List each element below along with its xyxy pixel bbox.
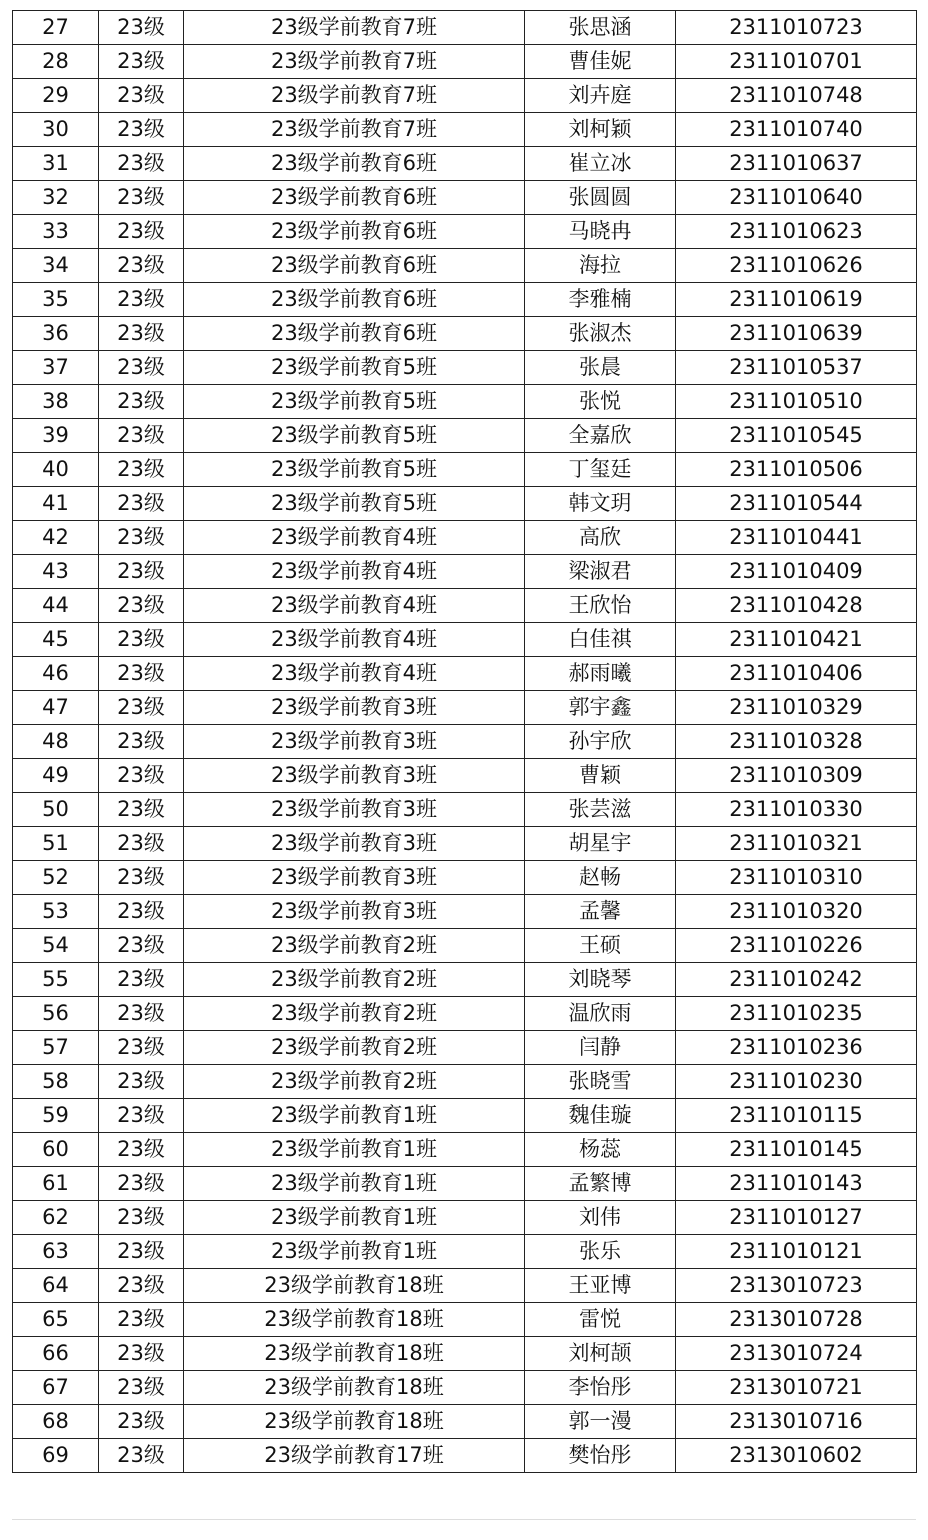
table-row <box>13 419 917 453</box>
student-name-cell: 王亚博 <box>525 1269 676 1303</box>
table-row <box>13 895 917 929</box>
row-number-cell: 42 <box>13 521 99 555</box>
row-number-cell: 69 <box>13 1439 99 1473</box>
class-cell: 23级学前教育1班 <box>184 1133 525 1167</box>
student-name-cell: 郭宇鑫 <box>525 691 676 725</box>
table-row <box>13 249 917 283</box>
student-name-cell: 孟馨 <box>525 895 676 929</box>
student-name-cell: 刘柯颉 <box>525 1337 676 1371</box>
row-number-cell: 53 <box>13 895 99 929</box>
class-cell: 23级学前教育3班 <box>184 827 525 861</box>
row-number-cell: 56 <box>13 997 99 1031</box>
student-id-cell: 2311010230 <box>676 1065 917 1099</box>
student-id-cell: 2311010545 <box>676 419 917 453</box>
class-cell: 23级学前教育6班 <box>184 181 525 215</box>
table-row <box>13 929 917 963</box>
grade-cell: 23级 <box>99 283 184 317</box>
class-cell: 23级学前教育1班 <box>184 1099 525 1133</box>
student-name-cell: 温欣雨 <box>525 997 676 1031</box>
student-id-cell: 2311010330 <box>676 793 917 827</box>
table-row <box>13 555 917 589</box>
table-row <box>13 385 917 419</box>
grade-cell: 23级 <box>99 1439 184 1473</box>
table-row <box>13 1065 917 1099</box>
grade-cell: 23级 <box>99 555 184 589</box>
grade-cell: 23级 <box>99 147 184 181</box>
grade-cell: 23级 <box>99 113 184 147</box>
class-cell: 23级学前教育3班 <box>184 725 525 759</box>
student-id-cell: 2311010740 <box>676 113 917 147</box>
student-id-cell: 2311010143 <box>676 1167 917 1201</box>
table-row <box>13 1235 917 1269</box>
student-id-cell: 2311010537 <box>676 351 917 385</box>
class-cell: 23级学前教育4班 <box>184 555 525 589</box>
row-number-cell: 44 <box>13 589 99 623</box>
class-cell: 23级学前教育3班 <box>184 793 525 827</box>
class-cell: 23级学前教育18班 <box>184 1405 525 1439</box>
class-cell: 23级学前教育6班 <box>184 283 525 317</box>
student-name-cell: 王硕 <box>525 929 676 963</box>
class-cell: 23级学前教育7班 <box>184 113 525 147</box>
table-row <box>13 317 917 351</box>
student-id-cell: 2311010145 <box>676 1133 917 1167</box>
student-name-cell: 韩文玥 <box>525 487 676 521</box>
grade-cell: 23级 <box>99 249 184 283</box>
student-id-cell: 2311010544 <box>676 487 917 521</box>
grade-cell: 23级 <box>99 487 184 521</box>
student-name-cell: 闫静 <box>525 1031 676 1065</box>
student-name-cell: 曹佳妮 <box>525 45 676 79</box>
table-row <box>13 827 917 861</box>
student-id-cell: 2313010721 <box>676 1371 917 1405</box>
student-id-cell: 2313010602 <box>676 1439 917 1473</box>
student-id-cell: 2311010640 <box>676 181 917 215</box>
student-id-cell: 2311010235 <box>676 997 917 1031</box>
grade-cell: 23级 <box>99 1303 184 1337</box>
class-cell: 23级学前教育6班 <box>184 249 525 283</box>
row-number-cell: 52 <box>13 861 99 895</box>
grade-cell: 23级 <box>99 1269 184 1303</box>
student-name-cell: 张芸滋 <box>525 793 676 827</box>
student-id-cell: 2311010637 <box>676 147 917 181</box>
grade-cell: 23级 <box>99 657 184 691</box>
row-number-cell: 39 <box>13 419 99 453</box>
row-number-cell: 40 <box>13 453 99 487</box>
student-name-cell: 魏佳璇 <box>525 1099 676 1133</box>
table-row <box>13 793 917 827</box>
student-id-cell: 2311010328 <box>676 725 917 759</box>
student-name-cell: 张圆圆 <box>525 181 676 215</box>
table-row <box>13 1371 917 1405</box>
grade-cell: 23级 <box>99 1405 184 1439</box>
class-cell: 23级学前教育7班 <box>184 79 525 113</box>
row-number-cell: 58 <box>13 1065 99 1099</box>
row-number-cell: 45 <box>13 623 99 657</box>
table-row <box>13 147 917 181</box>
row-number-cell: 65 <box>13 1303 99 1337</box>
row-number-cell: 37 <box>13 351 99 385</box>
row-number-cell: 30 <box>13 113 99 147</box>
row-number-cell: 61 <box>13 1167 99 1201</box>
grade-cell: 23级 <box>99 1133 184 1167</box>
student-id-cell: 2311010748 <box>676 79 917 113</box>
grade-cell: 23级 <box>99 589 184 623</box>
student-name-cell: 马晓冉 <box>525 215 676 249</box>
grade-cell: 23级 <box>99 419 184 453</box>
row-number-cell: 64 <box>13 1269 99 1303</box>
student-id-cell: 2311010409 <box>676 555 917 589</box>
student-name-cell: 孟繁博 <box>525 1167 676 1201</box>
class-cell: 23级学前教育2班 <box>184 997 525 1031</box>
grade-cell: 23级 <box>99 861 184 895</box>
student-id-cell: 2313010724 <box>676 1337 917 1371</box>
row-number-cell: 32 <box>13 181 99 215</box>
class-cell: 23级学前教育5班 <box>184 419 525 453</box>
student-id-cell: 2311010127 <box>676 1201 917 1235</box>
student-name-cell: 丁玺廷 <box>525 453 676 487</box>
student-name-cell: 海拉 <box>525 249 676 283</box>
student-name-cell: 李怡彤 <box>525 1371 676 1405</box>
student-name-cell: 李雅楠 <box>525 283 676 317</box>
class-cell: 23级学前教育5班 <box>184 385 525 419</box>
table-row <box>13 1099 917 1133</box>
class-cell: 23级学前教育4班 <box>184 657 525 691</box>
student-id-cell: 2311010421 <box>676 623 917 657</box>
grade-cell: 23级 <box>99 929 184 963</box>
row-number-cell: 46 <box>13 657 99 691</box>
student-name-cell: 赵畅 <box>525 861 676 895</box>
student-name-cell: 崔立冰 <box>525 147 676 181</box>
class-cell: 23级学前教育7班 <box>184 11 525 45</box>
class-cell: 23级学前教育17班 <box>184 1439 525 1473</box>
student-name-cell: 张思涵 <box>525 11 676 45</box>
row-number-cell: 47 <box>13 691 99 725</box>
table-row <box>13 283 917 317</box>
table-row <box>13 181 917 215</box>
student-id-cell: 2311010242 <box>676 963 917 997</box>
grade-cell: 23级 <box>99 521 184 555</box>
student-id-cell: 2311010506 <box>676 453 917 487</box>
table-row <box>13 79 917 113</box>
table-row <box>13 725 917 759</box>
class-cell: 23级学前教育3班 <box>184 861 525 895</box>
student-id-cell: 2311010639 <box>676 317 917 351</box>
class-cell: 23级学前教育18班 <box>184 1303 525 1337</box>
class-cell: 23级学前教育3班 <box>184 895 525 929</box>
class-cell: 23级学前教育1班 <box>184 1201 525 1235</box>
student-id-cell: 2311010428 <box>676 589 917 623</box>
grade-cell: 23级 <box>99 385 184 419</box>
row-number-cell: 50 <box>13 793 99 827</box>
grade-cell: 23级 <box>99 1099 184 1133</box>
grade-cell: 23级 <box>99 1235 184 1269</box>
student-id-cell: 2311010626 <box>676 249 917 283</box>
table-row <box>13 623 917 657</box>
row-number-cell: 59 <box>13 1099 99 1133</box>
class-cell: 23级学前教育7班 <box>184 45 525 79</box>
table-row <box>13 759 917 793</box>
table-row <box>13 1031 917 1065</box>
grade-cell: 23级 <box>99 11 184 45</box>
student-name-cell: 胡星宇 <box>525 827 676 861</box>
student-id-cell: 2311010310 <box>676 861 917 895</box>
grade-cell: 23级 <box>99 79 184 113</box>
class-cell: 23级学前教育18班 <box>184 1371 525 1405</box>
grade-cell: 23级 <box>99 1167 184 1201</box>
student-id-cell: 2313010728 <box>676 1303 917 1337</box>
row-number-cell: 57 <box>13 1031 99 1065</box>
student-id-cell: 2311010510 <box>676 385 917 419</box>
row-number-cell: 36 <box>13 317 99 351</box>
row-number-cell: 49 <box>13 759 99 793</box>
row-number-cell: 34 <box>13 249 99 283</box>
table-row <box>13 861 917 895</box>
class-cell: 23级学前教育2班 <box>184 963 525 997</box>
row-number-cell: 27 <box>13 11 99 45</box>
grade-cell: 23级 <box>99 215 184 249</box>
student-name-cell: 张乐 <box>525 1235 676 1269</box>
student-id-cell: 2313010716 <box>676 1405 917 1439</box>
student-name-cell: 杨蕊 <box>525 1133 676 1167</box>
row-number-cell: 33 <box>13 215 99 249</box>
student-name-cell: 张悦 <box>525 385 676 419</box>
student-id-cell: 2311010701 <box>676 45 917 79</box>
grade-cell: 23级 <box>99 1337 184 1371</box>
class-cell: 23级学前教育5班 <box>184 453 525 487</box>
student-id-cell: 2311010329 <box>676 691 917 725</box>
student-id-cell: 2311010441 <box>676 521 917 555</box>
class-cell: 23级学前教育4班 <box>184 623 525 657</box>
row-number-cell: 62 <box>13 1201 99 1235</box>
student-name-cell: 张淑杰 <box>525 317 676 351</box>
student-id-cell: 2311010320 <box>676 895 917 929</box>
grade-cell: 23级 <box>99 181 184 215</box>
student-id-cell: 2311010226 <box>676 929 917 963</box>
table-row <box>13 657 917 691</box>
grade-cell: 23级 <box>99 1031 184 1065</box>
class-cell: 23级学前教育5班 <box>184 351 525 385</box>
grade-cell: 23级 <box>99 453 184 487</box>
student-name-cell: 雷悦 <box>525 1303 676 1337</box>
grade-cell: 23级 <box>99 317 184 351</box>
grade-cell: 23级 <box>99 725 184 759</box>
table-row <box>13 11 917 45</box>
student-name-cell: 白佳祺 <box>525 623 676 657</box>
student-name-cell: 刘晓琴 <box>525 963 676 997</box>
student-id-cell: 2311010321 <box>676 827 917 861</box>
table-row <box>13 45 917 79</box>
student-id-cell: 2311010121 <box>676 1235 917 1269</box>
student-name-cell: 刘伟 <box>525 1201 676 1235</box>
table-row <box>13 453 917 487</box>
table-row <box>13 691 917 725</box>
row-number-cell: 29 <box>13 79 99 113</box>
grade-cell: 23级 <box>99 827 184 861</box>
row-number-cell: 35 <box>13 283 99 317</box>
student-name-cell: 郭一漫 <box>525 1405 676 1439</box>
class-cell: 23级学前教育6班 <box>184 215 525 249</box>
student-id-cell: 2311010623 <box>676 215 917 249</box>
row-number-cell: 48 <box>13 725 99 759</box>
grade-cell: 23级 <box>99 963 184 997</box>
row-number-cell: 67 <box>13 1371 99 1405</box>
table-row <box>13 589 917 623</box>
grade-cell: 23级 <box>99 895 184 929</box>
table-row <box>13 521 917 555</box>
row-number-cell: 41 <box>13 487 99 521</box>
class-cell: 23级学前教育6班 <box>184 147 525 181</box>
grade-cell: 23级 <box>99 1201 184 1235</box>
student-name-cell: 樊怡彤 <box>525 1439 676 1473</box>
student-name-cell: 梁淑君 <box>525 555 676 589</box>
table-row <box>13 1337 917 1371</box>
table-row <box>13 1167 917 1201</box>
table-row <box>13 997 917 1031</box>
class-cell: 23级学前教育4班 <box>184 589 525 623</box>
student-name-cell: 高欣 <box>525 521 676 555</box>
class-cell: 23级学前教育1班 <box>184 1235 525 1269</box>
class-cell: 23级学前教育2班 <box>184 929 525 963</box>
table-row <box>13 215 917 249</box>
student-name-cell: 全嘉欣 <box>525 419 676 453</box>
table-row <box>13 113 917 147</box>
student-name-cell: 刘柯颖 <box>525 113 676 147</box>
grade-cell: 23级 <box>99 691 184 725</box>
student-name-cell: 王欣怡 <box>525 589 676 623</box>
row-number-cell: 66 <box>13 1337 99 1371</box>
page-bottom-divider <box>12 1519 916 1520</box>
table-row <box>13 1269 917 1303</box>
grade-cell: 23级 <box>99 1065 184 1099</box>
student-name-cell: 张晓雪 <box>525 1065 676 1099</box>
class-cell: 23级学前教育3班 <box>184 691 525 725</box>
row-number-cell: 54 <box>13 929 99 963</box>
student-name-cell: 孙宇欣 <box>525 725 676 759</box>
student-name-cell: 曹颖 <box>525 759 676 793</box>
row-number-cell: 60 <box>13 1133 99 1167</box>
row-number-cell: 68 <box>13 1405 99 1439</box>
class-cell: 23级学前教育18班 <box>184 1269 525 1303</box>
student-id-cell: 2313010723 <box>676 1269 917 1303</box>
table-row <box>13 1439 917 1473</box>
student-id-cell: 2311010236 <box>676 1031 917 1065</box>
student-id-cell: 2311010619 <box>676 283 917 317</box>
class-cell: 23级学前教育5班 <box>184 487 525 521</box>
student-list-sheet <box>12 10 916 1473</box>
class-cell: 23级学前教育2班 <box>184 1031 525 1065</box>
student-id-cell: 2311010115 <box>676 1099 917 1133</box>
student-name-cell: 张晨 <box>525 351 676 385</box>
row-number-cell: 51 <box>13 827 99 861</box>
class-cell: 23级学前教育2班 <box>184 1065 525 1099</box>
row-number-cell: 28 <box>13 45 99 79</box>
table-row <box>13 351 917 385</box>
student-name-cell: 郝雨曦 <box>525 657 676 691</box>
student-id-cell: 2311010723 <box>676 11 917 45</box>
student-id-cell: 2311010309 <box>676 759 917 793</box>
table-row <box>13 1303 917 1337</box>
table-row <box>13 963 917 997</box>
class-cell: 23级学前教育18班 <box>184 1337 525 1371</box>
table-row <box>13 487 917 521</box>
student-table <box>12 10 917 1473</box>
grade-cell: 23级 <box>99 1371 184 1405</box>
class-cell: 23级学前教育6班 <box>184 317 525 351</box>
student-table-body <box>13 11 917 1473</box>
grade-cell: 23级 <box>99 997 184 1031</box>
class-cell: 23级学前教育3班 <box>184 759 525 793</box>
grade-cell: 23级 <box>99 793 184 827</box>
grade-cell: 23级 <box>99 351 184 385</box>
row-number-cell: 43 <box>13 555 99 589</box>
student-name-cell: 刘卉庭 <box>525 79 676 113</box>
grade-cell: 23级 <box>99 45 184 79</box>
class-cell: 23级学前教育1班 <box>184 1167 525 1201</box>
row-number-cell: 38 <box>13 385 99 419</box>
table-row <box>13 1201 917 1235</box>
table-row <box>13 1133 917 1167</box>
row-number-cell: 55 <box>13 963 99 997</box>
grade-cell: 23级 <box>99 623 184 657</box>
class-cell: 23级学前教育4班 <box>184 521 525 555</box>
row-number-cell: 63 <box>13 1235 99 1269</box>
table-row <box>13 1405 917 1439</box>
row-number-cell: 31 <box>13 147 99 181</box>
grade-cell: 23级 <box>99 759 184 793</box>
student-id-cell: 2311010406 <box>676 657 917 691</box>
